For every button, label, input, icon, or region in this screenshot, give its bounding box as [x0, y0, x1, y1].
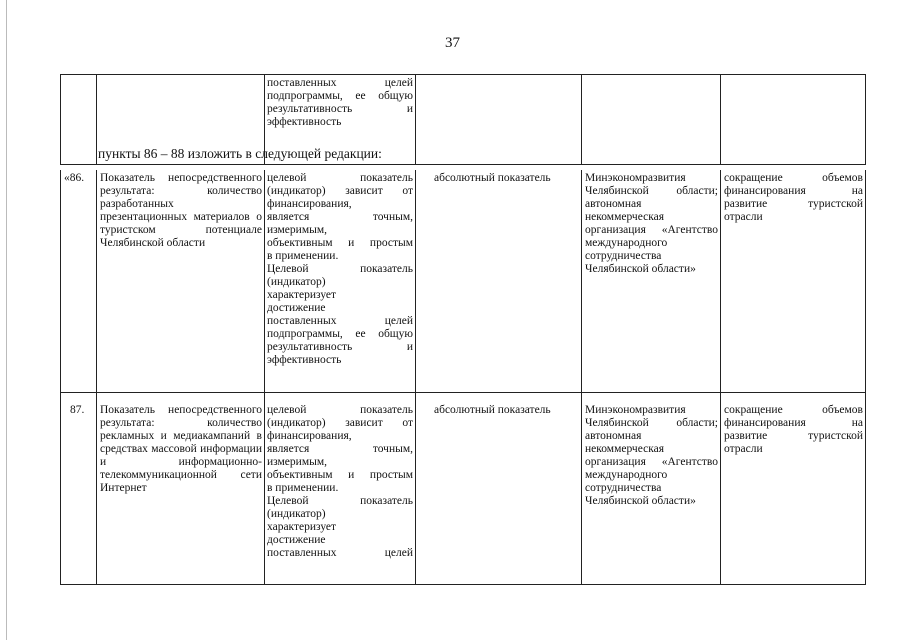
section-heading: пункты 86 – 88 изложить в следующей редакции: — [98, 146, 382, 161]
col-border — [720, 74, 721, 164]
description-line: Целевой показатель — [267, 495, 413, 507]
col-border — [415, 74, 416, 164]
description-line: Целевой показатель — [267, 263, 413, 275]
col-border — [865, 170, 866, 584]
col-border — [96, 170, 97, 584]
row-87-responsible: Минэкономразвития Челябинской области; автономная некоммерческая организация «Агентство международного сотрудничества Челябинской области» — [585, 404, 718, 507]
description-line: объективным и простым — [267, 237, 413, 249]
table-bottom-border — [60, 584, 866, 585]
description-line: измеримым, — [267, 456, 327, 468]
fragment-description — [267, 77, 413, 129]
row-86-description — [267, 172, 413, 367]
description-line: поставленных целей — [267, 547, 413, 559]
fragment-line: эффективность — [267, 116, 342, 128]
description-line: (индикатор) зависит от — [267, 185, 413, 197]
description-line: (индикатор) зависит от — [267, 417, 413, 429]
description-line: достижение — [267, 534, 326, 546]
description-line: в применении. — [267, 482, 339, 494]
col-border — [865, 74, 866, 164]
description-line: финансирования, — [267, 430, 352, 442]
description-line: в применении. — [267, 250, 339, 262]
description-line: является точным, — [267, 443, 413, 455]
col-border — [581, 74, 582, 164]
row-86-indicator-type: абсолютный показатель — [434, 172, 551, 184]
row-87-consequence: сокращение объемов финансирования на развитие туристской отрасли — [724, 404, 863, 455]
fragment-bottom-border — [60, 164, 866, 165]
description-line: целевой показатель — [267, 172, 413, 184]
row-86-indicator-name: Показатель непосредственного результата: количество разработанных презентационных материалов о туристском потенциале Челябинской области — [100, 172, 262, 249]
description-line: результативность и — [267, 341, 413, 353]
description-line: характеризует — [267, 521, 337, 533]
description-line: (индикатор) — [267, 276, 326, 288]
col-border — [264, 170, 265, 584]
fragment-line: результативность и — [267, 103, 413, 115]
description-line: является точным, — [267, 211, 413, 223]
description-line: (индикатор) — [267, 508, 326, 520]
row-86-responsible: Минэкономразвития Челябинской области; автономная некоммерческая организация «Агентство международного сотрудничества Челябинской области» — [585, 172, 718, 275]
row-87-number: 87. — [70, 404, 85, 416]
fragment-line: поставленных целей — [267, 77, 413, 89]
description-line: эффективность — [267, 354, 342, 366]
description-line: целевой показатель — [267, 404, 413, 416]
description-line: измеримым, — [267, 224, 327, 236]
col-border — [415, 170, 416, 584]
row-86-consequence: сокращение объемов финансирования на развитие туристской отрасли — [724, 172, 863, 223]
row-87-description — [267, 404, 413, 560]
col-border — [581, 170, 582, 584]
row-86-number: «86. — [64, 172, 85, 184]
page-margin-line — [6, 0, 7, 640]
table-top-border — [60, 74, 866, 75]
description-line: поставленных целей — [267, 315, 413, 327]
col-border — [60, 170, 61, 584]
row-87-indicator-name: Показатель непосредственного результата: количество рекламных и медиакампаний в средствах массовой информации и информационно-телекоммуникационной сети Интернет — [100, 404, 262, 494]
row-86-bottom-border — [60, 392, 866, 393]
fragment-line: подпрограммы, ее общую — [267, 90, 413, 102]
description-line: финансирования, — [267, 198, 352, 210]
description-line: достижение — [267, 302, 326, 314]
description-line: характеризует — [267, 289, 337, 301]
row-87-indicator-type: абсолютный показатель — [434, 404, 551, 416]
page-number: 37 — [445, 35, 460, 51]
col-border — [96, 74, 97, 164]
col-border — [720, 170, 721, 584]
description-line: объективным и простым — [267, 469, 413, 481]
col-border — [60, 74, 61, 164]
description-line: подпрограммы, ее общую — [267, 328, 413, 340]
